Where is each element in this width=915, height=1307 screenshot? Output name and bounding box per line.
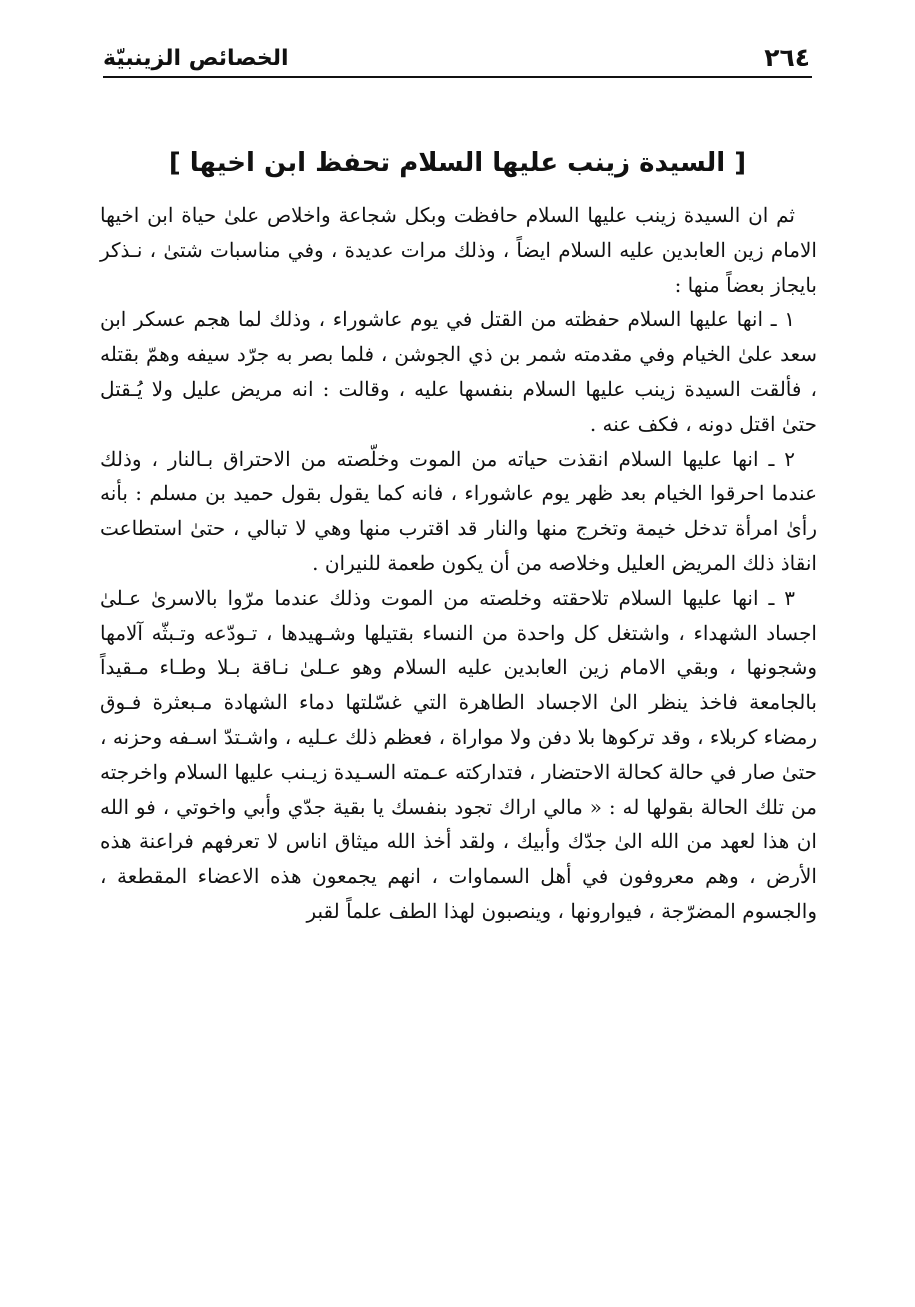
paragraph-point-2: ٢ ـ انها عليها السلام انقذت حياته من الموت وخلّصته من الاحتراق بـالنار ، وذلك عندما احرقوا الخيام بعد ظهر يوم عاشوراء ، فانه كما يقول بقول حميد بن مسلم : بأنه رأىٰ امرأة تدخل خيمة وتخرج منها والنار قد اقترب منها وهي لا تبالي ، حتىٰ استطاعت انقاذ ذلك المريض العليل وخلاصه من أن يكون طعمة للنيران . bbox=[100, 446, 817, 575]
section-title: [ السيدة زينب عليها السلام تحفظ ابن اخيها ] bbox=[168, 148, 747, 178]
paragraph-intro: ثم ان السيدة زينب عليها السلام حافظت وبكل شجاعة واخلاص علىٰ حياة ابن اخيها الامام زين العابدين عليه السلام ايضاً ، وذلك مرات عديدة ، وفي مناسبات شتىٰ ، نـذكر بايجاز بعضاً منها : bbox=[100, 203, 817, 297]
body-text bbox=[100, 198, 817, 929]
running-header bbox=[103, 30, 810, 70]
running-title: الخصائص الزينبيّة bbox=[103, 46, 289, 71]
paragraph-point-1: ١ ـ انها عليها السلام حفظته من القتل في يوم عاشوراء ، وذلك لما هجم عسكر ابن سعد علىٰ الخيام وفي مقدمته شمر بن ذي الجوشن ، فلما بصر به جرّد سيفه وهمّ بقتله ، فألقت السيدة زينب عليها السلام بنفسها عليه ، وقالت : انه مريض عليل ولا يُـقتل حتىٰ اقتل دونه ، فكف عنه . bbox=[100, 307, 817, 436]
page-number: ٢٦٤ bbox=[764, 43, 810, 72]
paragraph-point-3: ٣ ـ انها عليها السلام تلاحقته وخلصته من الموت وذلك عندما مرّوا بالاسرىٰ عـلىٰ اجساد الشهداء ، واشتغل كل واحدة من النساء بقتيلها وشـهيدها ، تـودّعه وتـبثّه آلامها وشجونها ، وبقي الامام زين العابدين عليه السلام وهو عـلىٰ نـاقة بـلا وطـاء مـقيداً بالجامعة فاخذ ينظر الىٰ الاجساد الطاهرة التي غسّلتها دماء الشهادة مـبعثرة فـوق رمضاء كربلاء ، وقد تركوها بلا دفن ولا مواراة ، فعظم ذلك عـليه ، واشـتدّ اسـفه وحزنه ، حتىٰ صار في حالة كحالة الاحتضار ، فتداركته عـمته السـيدة زيـنب عليها السلام واخرجته من تلك الحالة بقولها له : « مالي اراك تجود بنفسك يا بقية جدّي وأبي واخوتي ، فو الله ان هذا لعهد من الله الىٰ جدّك وأبيك ، ولقد أخذ الله ميثاق اناس لا تعرفهم فراعنة هذه الأرض ، وهم معروفون في أهل السماوات ، انهم يجمعون هذه الاعضاء المقطعة ، والجسوم المضرّجة ، فيوارونها ، وينصبون لهذا الطف علماً لقبر bbox=[100, 585, 817, 923]
header-rule bbox=[103, 76, 812, 78]
